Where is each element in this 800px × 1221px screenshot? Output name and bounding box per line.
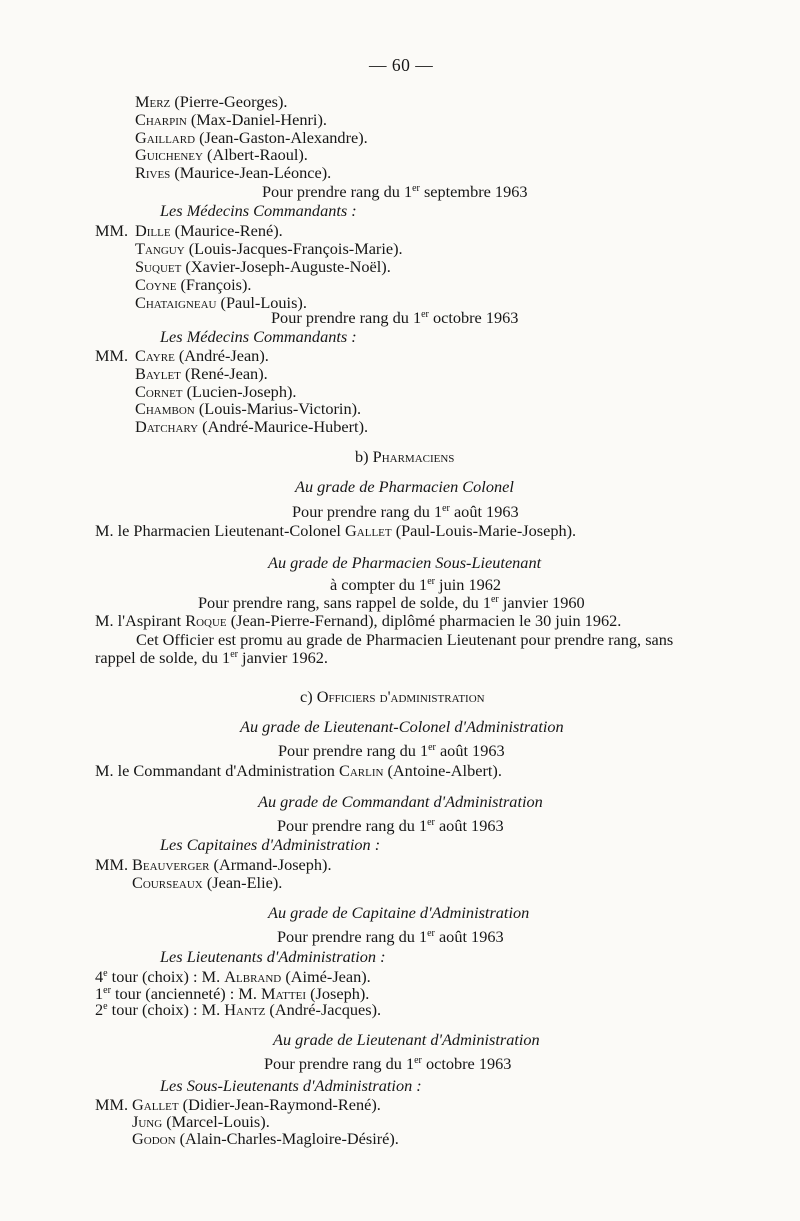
name-entry: Godon (Alain-Charles-Magloire-Désiré). bbox=[132, 1129, 399, 1148]
group-heading: Les Capitaines d'Administration : bbox=[160, 835, 381, 854]
name-entry: Chambon (Louis-Marius-Victorin). bbox=[135, 399, 362, 418]
grade-heading: Au grade de Pharmacien Colonel bbox=[295, 477, 514, 496]
group-heading: Les Lieutenants d'Administration : bbox=[160, 947, 386, 966]
name-entry: Guicheney (Albert-Raoul). bbox=[135, 145, 308, 164]
group-heading: Les Sous-Lieutenants d'Administration : bbox=[160, 1076, 422, 1095]
paragraph-line: Cet Officier est promu au grade de Pharmacien Lieutenant pour prendre rang, sans bbox=[136, 630, 674, 649]
mm-label: MM. bbox=[95, 346, 129, 365]
tour-entry: 4e tour (choix) : M. Albrand (Aimé-Jean). bbox=[95, 967, 371, 986]
promotion-line: M. le Pharmacien Lieutenant-Colonel Gallet (Paul-Louis-Marie-Joseph). bbox=[95, 521, 577, 540]
group-heading: Les Médecins Commandants : bbox=[160, 201, 357, 220]
grade-heading: Au grade de Lieutenant d'Administration bbox=[273, 1030, 540, 1049]
name-entry: Suquet (Xavier-Joseph-Auguste-Noël). bbox=[135, 257, 391, 276]
promotion-line: M. l'Aspirant Roque (Jean-Pierre-Fernand), diplômé pharmacien le 30 juin 1962. bbox=[95, 611, 622, 630]
tour-entry: 1er tour (ancienneté) : M. Mattei (Joseph). bbox=[95, 984, 370, 1003]
paragraph-line: rappel de solde, du 1er janvier 1962. bbox=[95, 648, 328, 667]
mm-label: MM. bbox=[95, 221, 129, 240]
mm-label: MM. bbox=[95, 1095, 129, 1114]
mm-label: MM. bbox=[95, 855, 129, 874]
name-entry: Cornet (Lucien-Joseph). bbox=[135, 382, 297, 401]
grade-heading: Au grade de Capitaine d'Administration bbox=[268, 903, 530, 922]
rank-date-line: Pour prendre rang, sans rappel de solde, du 1er janvier 1960 bbox=[198, 593, 585, 612]
grade-heading: Au grade de Pharmacien Sous-Lieutenant bbox=[268, 553, 542, 572]
name-entry: Beauverger (Armand-Joseph). bbox=[132, 855, 332, 874]
name-entry: Cayre (André-Jean). bbox=[135, 346, 269, 365]
grade-heading: Au grade de Lieutenant-Colonel d'Administration bbox=[240, 717, 564, 736]
grade-heading: Au grade de Commandant d'Administration bbox=[258, 792, 543, 811]
name-entry: Dille (Maurice-René). bbox=[135, 221, 283, 240]
name-entry: Baylet (René-Jean). bbox=[135, 364, 268, 383]
name-entry: Gaillard (Jean-Gaston-Alexandre). bbox=[135, 128, 368, 147]
name-entry: Merz (Pierre-Georges). bbox=[135, 92, 288, 111]
rank-date-line: Pour prendre rang du 1er août 1963 bbox=[277, 927, 504, 946]
section-heading: c) Officiers d'administration bbox=[300, 687, 485, 706]
name-entry: Courseaux (Jean-Elie). bbox=[132, 873, 283, 892]
name-entry: Tanguy (Louis-Jacques-François-Marie). bbox=[135, 239, 403, 258]
name-entry: Gallet (Didier-Jean-Raymond-René). bbox=[132, 1095, 381, 1114]
section-heading: b) Pharmaciens bbox=[355, 447, 455, 466]
name-entry: Charpin (Max-Daniel-Henri). bbox=[135, 110, 327, 129]
rank-date-line: Pour prendre rang du 1er août 1963 bbox=[278, 741, 505, 760]
rank-date-line: Pour prendre rang du 1er octobre 1963 bbox=[264, 1054, 512, 1073]
name-entry: Jung (Marcel-Louis). bbox=[132, 1112, 270, 1131]
effective-date-line: à compter du 1er juin 1962 bbox=[330, 575, 502, 594]
name-entry: Coyne (François). bbox=[135, 275, 252, 294]
rank-date-line: Pour prendre rang du 1er août 1963 bbox=[277, 816, 504, 835]
name-entry: Chataigneau (Paul-Louis). bbox=[135, 293, 307, 312]
tour-entry: 2e tour (choix) : M. Hantz (André-Jacques). bbox=[95, 1000, 382, 1019]
rank-date-line: Pour prendre rang du 1er septembre 1963 bbox=[262, 182, 528, 201]
name-entry: Rives (Maurice-Jean-Léonce). bbox=[135, 163, 332, 182]
page-number: — 60 — bbox=[369, 55, 434, 75]
rank-date-line: Pour prendre rang du 1er octobre 1963 bbox=[271, 308, 519, 327]
name-entry: Datchary (André-Maurice-Hubert). bbox=[135, 417, 369, 436]
promotion-line: M. le Commandant d'Administration Carlin (Antoine-Albert). bbox=[95, 761, 502, 780]
group-heading: Les Médecins Commandants : bbox=[160, 327, 357, 346]
rank-date-line: Pour prendre rang du 1er août 1963 bbox=[292, 502, 519, 521]
